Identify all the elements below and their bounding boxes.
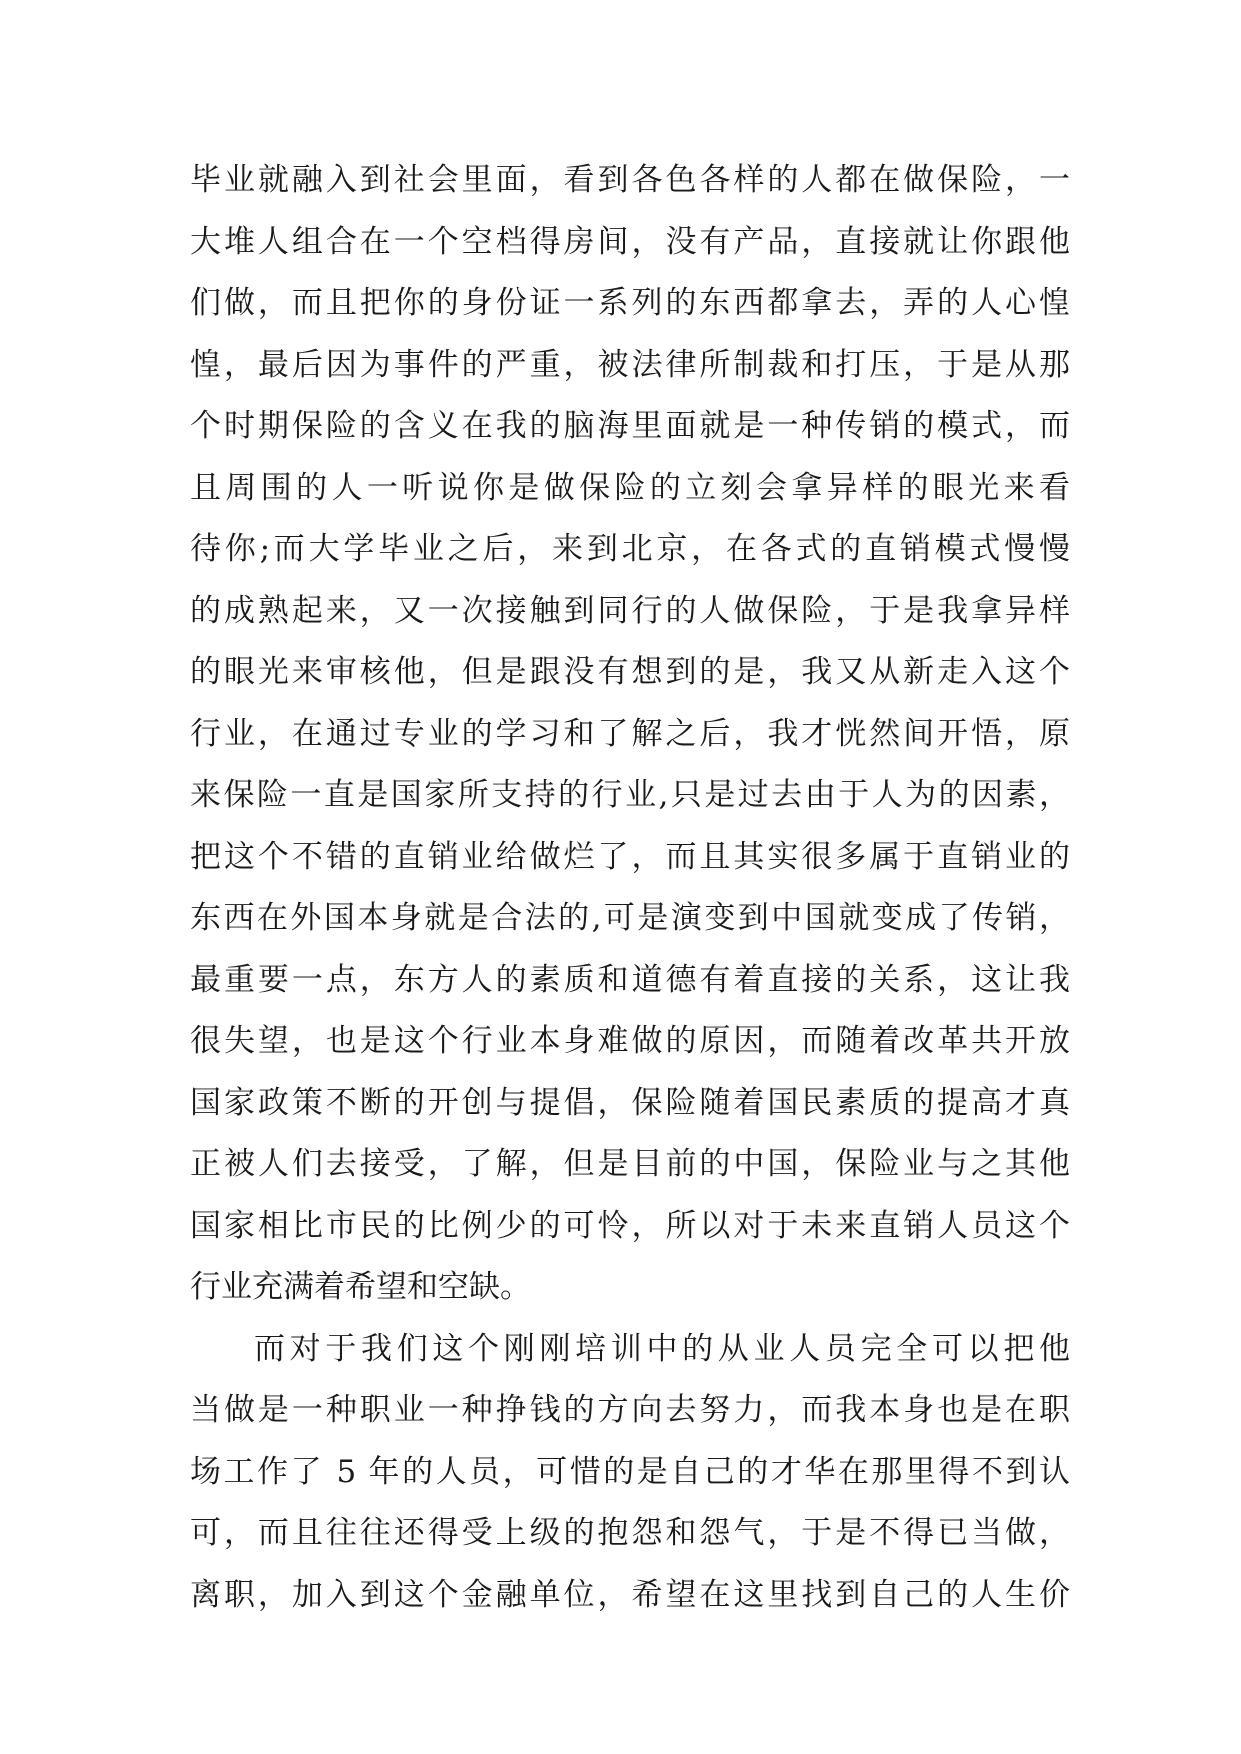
text-line: 的成熟起来，又一次接触到同行的人做保险，于是我拿异样 xyxy=(190,592,1070,629)
text-line: 待你;而大学毕业之后，来到北京，在各式的直销模式慢慢 xyxy=(190,531,1070,567)
text-line: 的眼光来审核他，但是跟没有想到的是，我又从新走入这个 xyxy=(190,654,1070,690)
text-line: 可，而且往往还得受上级的抱怨和怨气，于是不得已当做， xyxy=(190,1515,1070,1551)
document-body xyxy=(190,150,1070,1626)
paragraph-end-line: 行业充满着希望和空缺。 xyxy=(190,1269,531,1305)
text-line: 把这个不错的直销业给做烂了，而且其实很多属于直销业的 xyxy=(190,838,1070,875)
text-line: 毕业就融入到社会里面，看到各色各样的人都在做保险，一 xyxy=(190,162,1070,198)
text-line: 大堆人组合在一个空档得房间，没有产品，直接就让你跟他 xyxy=(190,223,1070,260)
text-line: 正被人们去接受，了解，但是目前的中国，保险业与之其他 xyxy=(190,1146,1070,1182)
text-line: 最重要一点，东方人的素质和道德有着直接的关系，这让我 xyxy=(190,961,1070,998)
text-line: 国家政策不断的开创与提倡，保险随着国民素质的提高才真 xyxy=(190,1084,1070,1121)
text-line: 行业，在通过专业的学习和了解之后，我才恍然间开悟，原 xyxy=(190,715,1070,752)
text-line: 们做，而且把你的身份证一系列的东西都拿去，弄的人心惶 xyxy=(190,285,1070,321)
text-line: 惶，最后因为事件的严重，被法律所制裁和打压，于是从那 xyxy=(190,346,1070,383)
text-line: 来保险一直是国家所支持的行业,只是过去由于人为的因素， xyxy=(190,777,1070,813)
text-line: 很失望，也是这个行业本身难做的原因，而随着改革共开放 xyxy=(190,1023,1070,1059)
text-line: 且周围的人一听说你是做保险的立刻会拿异样的眼光来看 xyxy=(190,469,1070,506)
text-line: 当做是一种职业一种挣钱的方向去努力，而我本身也是在职 xyxy=(190,1392,1070,1428)
text-line: 离职，加入到这个金融单位，希望在这里找到自己的人生价 xyxy=(190,1576,1070,1613)
text-line: 国家相比市民的比例少的可怜，所以对于未来直销人员这个 xyxy=(190,1207,1070,1244)
text-line: 东西在外国本身就是合法的,可是演变到中国就变成了传销， xyxy=(190,900,1070,936)
paragraph-first-line: 而对于我们这个刚刚培训中的从业人员完全可以把他 xyxy=(254,1330,1070,1367)
text-line: 个时期保险的含义在我的脑海里面就是一种传销的模式，而 xyxy=(190,408,1070,444)
text-line: 场工作了 5 年的人员，可惜的是自己的才华在那里得不到认 xyxy=(190,1453,1070,1490)
